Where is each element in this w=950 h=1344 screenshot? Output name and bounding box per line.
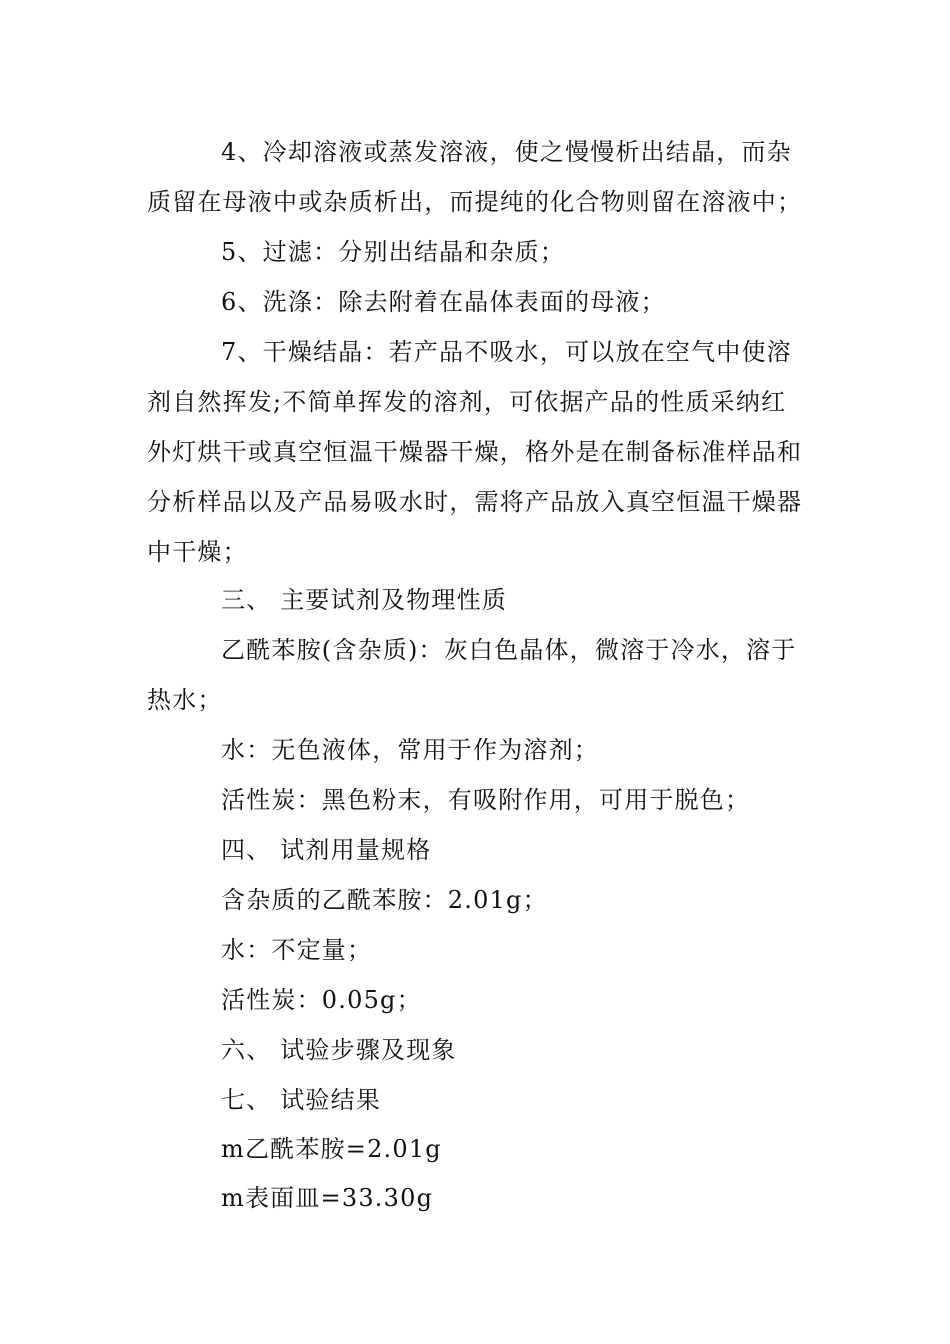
section-heading-reagents: 三、 主要试剂及物理性质 [221,586,508,614]
paragraph-step-6: 6、洗涤：除去附着在晶体表面的母液； [221,288,666,316]
paragraph-water: 水：无色液体，常用于作为溶剂； [221,736,599,764]
paragraph-dosage-water: 水：不定量； [221,936,373,964]
paragraph-step-4: 4、冷却溶液或蒸发溶液，使之慢慢析出结晶，而杂质留在母液中或杂质析出，而提纯的化合物则留在溶液中； [147,138,803,216]
result-mass-watch-glass: m表面皿=33.30g [221,1184,434,1212]
section-heading-dosage: 四、 试剂用量规格 [221,836,432,864]
section-heading-results: 七、 试验结果 [221,1086,382,1114]
paragraph-dosage-carbon: 活性炭：0.05g； [221,986,422,1014]
section-heading-procedure: 六、 试验步骤及现象 [221,1036,457,1064]
result-mass-acetanilide: m乙酰苯胺=2.01g [221,1135,442,1163]
paragraph-activated-carbon: 活性炭：黑色粉末，有吸附作用，可用于脱色； [221,786,751,814]
paragraph-step-5: 5、过滤：分别出结晶和杂质； [221,238,566,266]
paragraph-step-7: 7、干燥结晶：若产品不吸水，可以放在空气中使溶剂自然挥发;不简单挥发的溶剂，可依据产品的性质采纳红外灯烘干或真空恒温干燥器干燥，格外是在制备标准样品和分析样品以及产品易吸水时，需将产品放入真空恒温干燥器中干燥； [147,338,803,566]
paragraph-acetanilide: 乙酰苯胺(含杂质)：灰白色晶体，微溶于冷水，溶于热水； [147,636,797,714]
paragraph-dosage-acetanilide: 含杂质的乙酰苯胺：2.01g； [221,886,548,914]
